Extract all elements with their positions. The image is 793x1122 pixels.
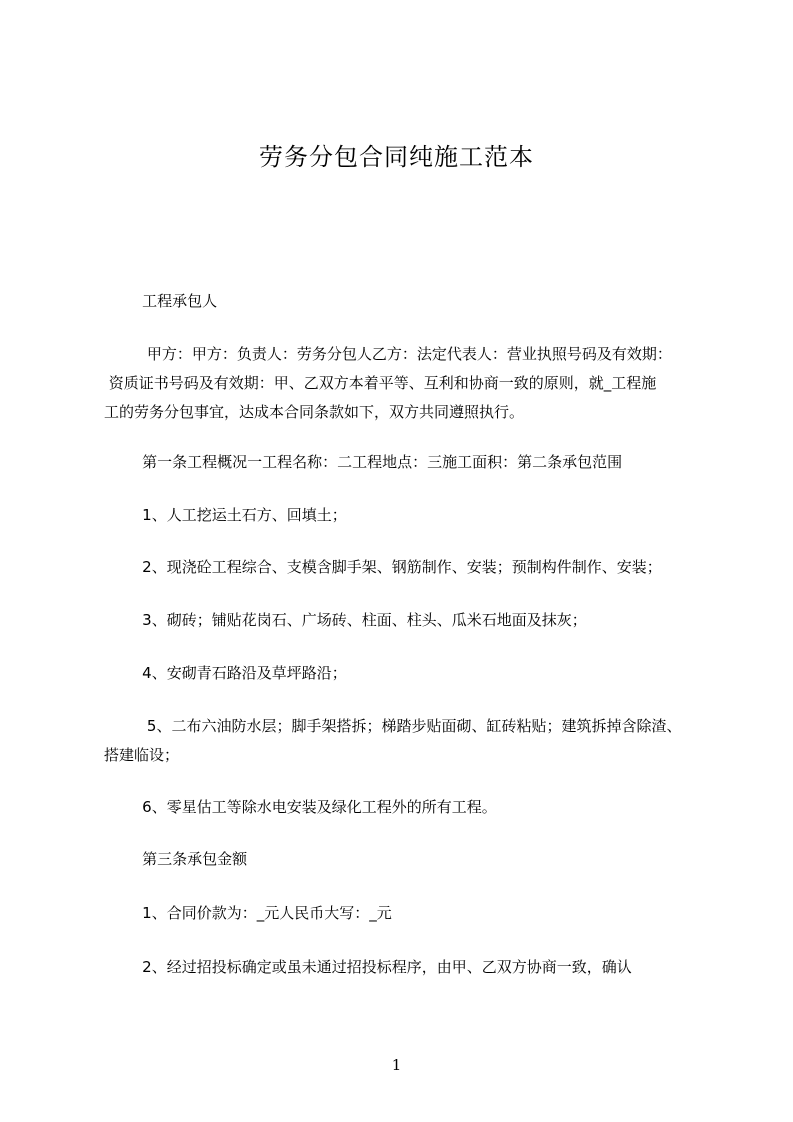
paragraph-scope-item-2: 2、现浇砼工程综合、支模含脚手架、钢筋制作、安装；预制构件制作、安装； [104, 558, 662, 576]
paragraph-amount-item-2: 2、经过招投标确定或虽未通过招投标程序，由甲、乙双方协商一致，确认 [104, 958, 632, 976]
page-number: 1 [391, 1056, 402, 1074]
paragraph-contractor-heading: 工程承包人 [104, 292, 218, 310]
paragraph-scope-item-5: 5、二布六油防水层；脚手架搭拆；梯踏步贴面砌、缸砖粘贴；建筑拆掉含除渣、 搭建临设； [104, 717, 682, 764]
paragraph-amount-item-1: 1、合同价款为：_元人民币大写：_元 [104, 904, 392, 922]
paragraph-article-3-heading: 第三条承包金额 [104, 850, 248, 868]
paragraph-article-1: 第一条工程概况一工程名称：二工程地点：三施工面积：第二条承包范围 [104, 453, 623, 471]
paragraph-scope-item-4: 4、安砌青石路沿及草坪路沿； [104, 664, 347, 682]
document-title: 劳务分包合同纯施工范本 [259, 143, 534, 171]
paragraph-scope-item-3: 3、砌砖；铺贴花岗石、广场砖、柱面、柱头、瓜米石地面及抹灰； [104, 611, 587, 629]
paragraph-scope-item-1: 1、人工挖运土石方、回填土； [104, 506, 347, 524]
paragraph-scope-item-6: 6、零星估工等除水电安装及绿化工程外的所有工程。 [104, 798, 497, 816]
paragraph-parties: 甲方：甲方：负责人：劳务分包人乙方：法定代表人：营业执照号码及有效期： 资质证书号码及有效期：甲、乙双方本着平等、互利和协商一致的原则，就_工程施 工的劳务分包事宜，达成本合同条款如下，双方共同遵照执行。 [104, 345, 672, 421]
